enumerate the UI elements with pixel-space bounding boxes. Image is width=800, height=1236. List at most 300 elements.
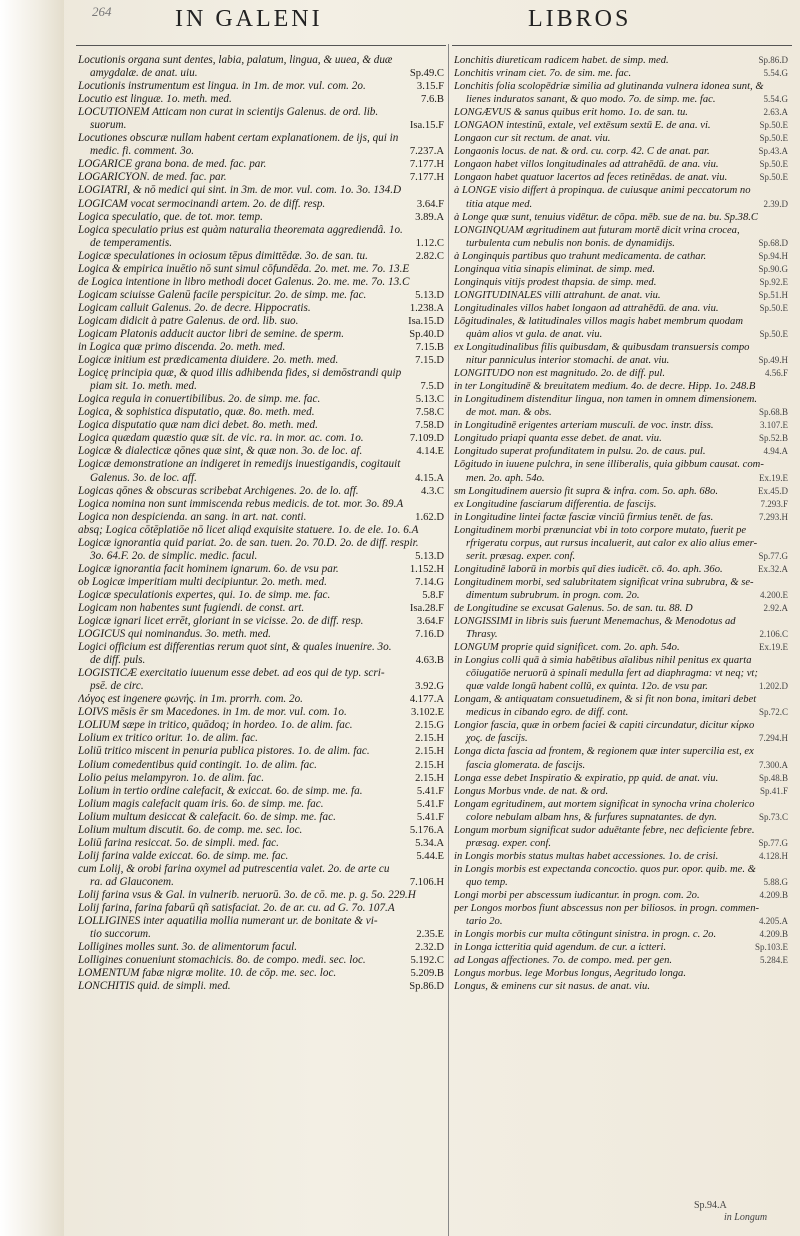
entry-text-line: rfrigeratu corpus, aut rursus incaluerit, aut calor ex alio alius emer- — [466, 537, 758, 549]
entry-reference: 7.293.F — [760, 498, 788, 509]
entry-text-line: per Longos morbos fiunt abscessus non per biliosos. in progn. commen- — [454, 903, 760, 915]
entry-text-line: Locutiones obscuræ nullam habent certam explanationem. de ijs, qui in — [78, 132, 399, 145]
entry-text-line: dimentum subrubrum. in progn. com. 2o. — [466, 589, 640, 601]
entry-text-line: in Longis morbis est expectanda concoctio. quos pur. opor. quib. me. & — [454, 863, 756, 875]
index-entry — [78, 719, 444, 732]
index-entry — [78, 667, 444, 693]
entry-text-line: Longi morbi per abscessum iudicantur. in progn. com. 2o. — [454, 890, 700, 901]
index-entry — [454, 928, 788, 941]
index-entry — [454, 119, 788, 132]
entry-text-line: psē. de circ. — [90, 680, 144, 693]
entry-reference: 7.6.B — [421, 94, 444, 106]
entry-text-line: colore nebulam albam hns, & furfures supnatantes. de dyn. — [466, 811, 717, 823]
entry-reference: 7.294.H — [759, 733, 788, 744]
entry-text-line: absq; Logica cōtēplatiōe nō licet aliqd exquisite statuere. 1o. de ele. 1o. 6.A — [78, 523, 419, 536]
entry-text-line: quæ valde longū habent collū, ex quinta. 12o. de vsu par. — [466, 681, 708, 693]
entry-reference: 2.82.C — [415, 250, 444, 262]
entry-text-line: Longitudinem morbi, sed salubritatem significat vrina subrubra, & se- — [454, 576, 754, 588]
index-entry — [454, 184, 788, 210]
entry-reference: Sp.77.G — [758, 550, 788, 561]
entry-text-line: titia atque med. — [466, 198, 533, 210]
index-entry — [78, 511, 444, 524]
entry-text-line: Loliū tritico miscent in penuria publica pistores. 1o. de alim. fac. — [78, 745, 370, 758]
entry-text-line: sm Longitudinem auersio fit supra & infra. com. 5o. aph. 68o. — [454, 485, 718, 497]
entry-text-line: LONGUM proprie quid significet. com. 2o. aph. 54o. — [454, 642, 680, 654]
index-entry — [78, 915, 444, 941]
index-entry — [78, 602, 444, 615]
entry-reference: Sp.90.G — [758, 263, 788, 274]
entry-text-line: Lolij farina valde exiccat. 6o. de simp. me. fac. — [78, 849, 289, 862]
index-entry — [454, 498, 788, 511]
entry-reference: 7.58.C — [415, 407, 444, 419]
entry-reference: 3.64.F — [416, 198, 444, 210]
entry-text-line: Longaon habet villos longitudinales ad attrahēdū. de ana. viu. — [454, 159, 719, 171]
index-entry — [454, 941, 788, 954]
index-entry — [454, 224, 788, 250]
entry-text-line: Longus Morbus vnde. de nat. & ord. — [454, 785, 609, 797]
entry-text-line: piam sit. 1o. meth. med. — [90, 380, 197, 393]
entry-reference: Sp.43.A — [758, 146, 788, 157]
entry-text-line: Logicæ speculationis expertes, qui. 1o. de simp. me. fac. — [78, 588, 331, 601]
entry-reference: Sp.49.H — [758, 355, 788, 366]
entry-text-line: Logica, & sophistica disputatio, quæ. 8o. meth. med. — [78, 406, 315, 419]
entry-text-line: ad Longas affectiones. 7o. de compo. med. per gen. — [454, 955, 673, 967]
entry-text-line: Locutio est linguæ. 1o. meth. med. — [78, 93, 232, 106]
entry-text-line: Logica speculatio, que. de tot. mor. temp. — [78, 210, 263, 223]
entry-text-line: Longinquis vitijs prodest thapsia. de simp. med. — [454, 276, 657, 288]
entry-text-line: LOGICUS qui nominandus. 3o. meth. med. — [78, 628, 271, 641]
catchword: in Longum — [724, 1212, 768, 1223]
entry-reference: Isa.15.F — [409, 120, 444, 132]
entry-reference: 5.34.A — [415, 837, 444, 849]
entry-text-line: à Longe quæ sunt, tenuius vidētur. de cōpa. mēb. sue de na. bu. Sp.38.C — [454, 211, 758, 223]
entry-reference: 5.192.C — [410, 955, 444, 967]
index-entry — [78, 706, 444, 719]
index-entry — [78, 759, 444, 772]
index-entry — [78, 276, 444, 289]
entry-text-line: ob Logicæ imperitiam multi decipiuntur. 2o. meth. med. — [78, 575, 327, 588]
index-entry — [454, 211, 788, 224]
entry-reference: Sp.49.C — [409, 68, 444, 80]
entry-text-line: Longaonis locus. de nat. & ord. cu. corp. 42. C de anat. par. — [454, 146, 710, 158]
entry-text-line: Longam, & antiquatam consuetudinem, & si fit non bona, imitari debet — [454, 694, 757, 706]
index-entry — [454, 158, 788, 171]
entry-text-line: LOCUTIONEM Atticam non curat in scientijs Galenus. de ord. lib. — [78, 106, 379, 119]
index-entry — [454, 171, 788, 184]
entry-reference: 5.41.F — [416, 798, 444, 810]
page-gutter — [0, 0, 64, 1236]
entry-text-line: Lolij farina vsus & Gal. in vulnerib. neruorū. 3o. de cō. me. p. g. 5o. 229.H — [78, 889, 416, 901]
entry-reference: Sp.72.C — [758, 707, 788, 718]
entry-text-line: amygdalæ. de anat. uiu. — [90, 67, 198, 80]
entry-text-line: Lolij farina, farina fabarū qñ satisfaciat. 2o. de ar. cu. ad G. 7o. 107.A — [78, 902, 395, 915]
index-entry — [78, 498, 444, 511]
entry-text-line: Lolio peius melampyron. 1o. de alim. fac. — [78, 771, 265, 784]
index-entry — [454, 511, 788, 524]
index-entry — [78, 393, 444, 406]
index-entry — [78, 563, 444, 576]
entry-text-line: LOLIUM sæpe in tritico, quādoq; in hordeo. 1o. de alim. fac. — [78, 719, 353, 732]
index-entry — [78, 93, 444, 106]
entry-text-line: Lolligines molles sunt. 3o. de alimentorum facul. — [78, 941, 298, 954]
entry-reference: Ex.45.D — [758, 485, 788, 496]
footer-ref: Sp.94.A — [694, 1200, 727, 1211]
index-entry — [78, 458, 444, 484]
entry-reference: Ex.32.A — [758, 563, 788, 574]
entry-reference: 3.92.G — [415, 681, 444, 693]
entry-text-line: LONGINQUAM ægritudinem aut futuram mortē dicit vrina crocea, — [454, 224, 740, 236]
entry-text-line: in Longitudinem distenditur lingua, non tamen in omnem dimensionem. — [454, 394, 758, 406]
entry-text-line: Logicæ initium est prædicamenta diuidere. 2o. meth. med. — [78, 354, 339, 367]
index-entry — [78, 798, 444, 811]
entry-text-line: LOLLIGINES inter aquatilia mollia numerant ur. de bonitate & vi- — [78, 915, 378, 928]
index-entry — [78, 432, 444, 445]
entry-text-line: Logicę principia quæ, & quod illis adhibenda fides, si demōstrandi quip — [78, 367, 402, 380]
entry-text-line: men. 2o. aph. 54o. — [466, 472, 545, 484]
entry-reference: Sp.52.B — [758, 433, 788, 444]
entry-text-line: LONGAON intestinū, extale, vel extēsum sextū E. de ana. vi. — [454, 120, 711, 132]
entry-text-line: Longaon habet quatuor lacertos ad feces retinēdas. de anat. viu. — [454, 172, 728, 184]
index-entry — [78, 406, 444, 419]
entry-text-line: Logici officium est differentias rerum quot sint, & quales inuenire. 3o. — [78, 641, 392, 654]
entry-text-line: Longus, & eminens cur sit nasus. de anat. viu. — [454, 981, 650, 993]
entry-text-line: Lolium multum discutit. 6o. de comp. me. sec. loc. — [78, 823, 303, 836]
entry-text-line: in Logica quæ primo discenda. 2o. meth. med. — [78, 341, 286, 354]
entry-text-line: quo temp. — [466, 876, 508, 888]
index-entry — [78, 341, 444, 354]
index-entry — [78, 524, 444, 537]
entry-text-line: Logicam didicit à patre Galenus. de ord. lib. suo. — [78, 314, 299, 327]
index-entry — [454, 106, 788, 119]
index-entry — [454, 524, 788, 563]
entry-reference: Sp.103.E — [754, 942, 788, 953]
entry-text-line: Lolligines conueniunt stomachicis. 8o. de compo. medi. sec. loc. — [78, 954, 366, 967]
entry-text-line: Longum morbum significat sudor aduētante febre, nec deficiente febre. — [454, 824, 755, 836]
index-entry — [454, 863, 788, 889]
entry-text-line: Galenus. 3o. de loc. aff. — [90, 471, 197, 484]
index-entry — [454, 380, 788, 393]
entry-reference: 4.94.A — [763, 446, 788, 457]
entry-reference: Ex.19.E — [759, 472, 788, 483]
index-entry — [78, 485, 444, 498]
entry-reference: 4.15.A — [415, 472, 444, 484]
entry-reference: 5.41.F — [416, 811, 444, 823]
entry-reference: 7.58.D — [415, 420, 444, 432]
entry-text-line: LONGITUDO non est magnitudo. 2o. de diff. pul. — [454, 368, 665, 380]
entry-text-line: Longa dicta fascia ad frontem, & regionem quæ inter supercilia est, ex — [454, 746, 754, 758]
index-entry — [454, 485, 788, 498]
entry-text-line: Longa esse debet Inspiratio & expiratio, pp quid. de anat. viu. — [454, 772, 719, 784]
index-entry — [454, 458, 788, 484]
entry-text-line: in Longitudinē erigentes arteriam musculi. de voc. instr. diss. — [454, 420, 714, 432]
index-entry — [78, 328, 444, 341]
entry-reference: 1.238.A — [409, 302, 444, 314]
entry-reference: 7.5.D — [420, 381, 444, 393]
index-entry — [454, 445, 788, 458]
index-entry — [78, 785, 444, 798]
index-entry — [78, 158, 444, 171]
index-entry — [78, 641, 444, 667]
entry-text-line: cum Lolij, & orobi farina oxymel ad putrescentia valet. 2o. de arte cu — [78, 862, 390, 875]
index-entry — [454, 654, 788, 693]
entry-text-line: Logicæ & dialecticæ qōnes quæ sint, & quæ non. 3o. de loc. af. — [78, 445, 363, 458]
entry-text-line: Logicas qōnes & obscuras scribebat Archigenes. 2o. de lo. aff. — [78, 484, 359, 497]
index-entry — [78, 289, 444, 302]
entry-text-line: Logicam Platonis adducit auctor libri de semine. de sperm. — [78, 327, 344, 340]
entry-reference: 7.109.D — [409, 433, 444, 445]
index-entry — [454, 693, 788, 719]
entry-text-line: Logicæ ignorantia facit hominem ignarum. 6o. de vsu par. — [78, 562, 339, 575]
entry-reference: 4.200.E — [760, 589, 788, 600]
entry-text-line: Longitudinales villos habet longaon ad attrahēdū. de ana. viu. — [454, 302, 719, 314]
index-entry — [454, 54, 788, 67]
entry-text-line: Logicæ ignari licet errēt, gloriant in se vicisse. 2o. de diff. resp. — [78, 615, 364, 628]
index-entry — [454, 719, 788, 745]
entry-text-line: Lōgitudinales, & latitudinales villos magis habet membrum quodam — [454, 315, 743, 327]
index-entry — [78, 171, 444, 184]
entry-text-line: nitur panniculus interior stomachi. de anat. viu. — [466, 355, 670, 367]
entry-reference: 7.16.D — [415, 629, 444, 641]
entry-text-line: in ter Longitudinē & breuitatem medium. 4o. de decre. Hipp. 1o. 248.B — [454, 381, 756, 393]
index-entry — [78, 941, 444, 954]
index-entry — [454, 315, 788, 341]
index-entry — [78, 576, 444, 589]
entry-reference: 7.237.A — [409, 146, 444, 158]
page-number: 264 — [92, 4, 112, 19]
index-column-right — [454, 54, 788, 1228]
entry-reference: 5.13.D — [415, 289, 444, 301]
entry-reference: Sp.50.E — [759, 302, 788, 313]
entry-reference: 2.32.D — [415, 942, 444, 954]
entry-reference: 4.209.B — [759, 890, 788, 900]
entry-text-line: LOGICAM vocat sermocinandi artem. 2o. de diff. resp. — [78, 197, 326, 210]
index-entry — [78, 224, 444, 250]
entry-reference: Sp.48.B — [758, 772, 788, 783]
index-entry — [454, 902, 788, 928]
index-entry — [78, 315, 444, 328]
entry-reference: Isa.28.F — [409, 602, 444, 614]
index-entry — [78, 693, 444, 706]
entry-text-line: Longitudo superat profunditatem in pulsu. 2o. de caus. pul. — [454, 446, 706, 458]
index-entry — [78, 967, 444, 980]
index-entry — [78, 745, 444, 758]
entry-reference: 3.64.F — [416, 616, 444, 628]
index-entry — [78, 211, 444, 224]
index-entry — [454, 67, 788, 80]
entry-reference: 3.15.F — [416, 81, 444, 93]
index-entry — [78, 837, 444, 850]
entry-reference: 5.41.F — [416, 785, 444, 797]
index-entry — [454, 263, 788, 276]
entry-reference: Sp.50.E — [759, 120, 788, 131]
column-divider — [448, 44, 449, 1236]
index-entry — [454, 615, 788, 641]
index-entry — [78, 80, 444, 93]
index-entry — [454, 80, 788, 106]
entry-text-line: Longitudinem morbi prænunciat vbi in toto corpore mutato, fuerit pe — [454, 524, 747, 536]
entry-reference: 5.8.F — [422, 589, 444, 601]
entry-reference: 4.3.C — [421, 485, 444, 497]
entry-text-line: Logica non despicienda. an sang. in art. nat. conti. — [78, 510, 307, 523]
entry-text-line: à Longinquis partibus quo trahunt medicamenta. de cathar. — [454, 250, 707, 262]
entry-reference: 4.56.F — [764, 368, 788, 379]
entry-text-line: Logicæ speculationes in ociosum tēpus dimittēdæ. 3o. de san. tu. — [78, 249, 368, 262]
entry-reference: Sp.50.E — [759, 172, 788, 183]
index-entry — [454, 302, 788, 315]
entry-reference: 2.15.H — [415, 759, 444, 771]
entry-text-line: LONCHITIS quid. de simpli. med. — [78, 980, 231, 993]
entry-reference: 7.106.H — [409, 876, 444, 888]
entry-reference: 3.107.E — [760, 420, 788, 431]
index-entry — [454, 798, 788, 824]
entry-text-line: lienes induratos sanant, & quo modo. 7o. de simp. me. fac. — [466, 94, 716, 106]
entry-reference: Sp.40.D — [409, 328, 444, 340]
entry-text-line: in Longis morbis status multas habet accessiones. 1o. de crisi. — [454, 850, 719, 862]
index-entry — [78, 889, 444, 902]
index-entry — [454, 432, 788, 445]
index-entry — [454, 419, 788, 432]
index-entry — [454, 289, 788, 302]
entry-text-line: LOGISTICÆ exercitatio iuuenum esse debet. ad eos qui de typ. scri- — [78, 667, 385, 680]
entry-text-line: turbulenta cum nebulis non bonis. de dynamidijs. — [466, 237, 675, 249]
index-entry — [78, 367, 444, 393]
index-entry — [78, 824, 444, 837]
index-entry — [454, 602, 788, 615]
entry-text-line: medicus in cibando egro. de diff. cont. — [466, 707, 629, 719]
entry-reference: Sp.50.E — [759, 133, 788, 144]
entry-text-line: Logica disputatio quæ nam dici debet. 8o. meth. med. — [78, 419, 318, 432]
entry-reference: Sp.86.D — [758, 55, 788, 65]
index-entry — [454, 980, 788, 993]
index-entry — [454, 563, 788, 576]
entry-text-line: tario 2o. — [466, 916, 503, 928]
entry-reference: 1.62.D — [415, 511, 444, 523]
entry-reference: 2.35.E — [416, 929, 444, 941]
header-rule-left — [76, 45, 446, 46]
index-entry — [454, 367, 788, 380]
entry-text-line: ra. ad Glauconem. — [90, 875, 174, 888]
index-entry — [454, 132, 788, 145]
entry-reference: 5.13.C — [415, 394, 444, 406]
entry-text-line: Logica quædam quæstio quæ sit. de vic. ra. in mor. ac. com. 1o. — [78, 432, 364, 445]
entry-reference: Sp.77.G — [758, 837, 788, 848]
entry-text-line: Longitudinē laborū in morbis quī dies iudicēt. cō. 4o. aph. 36o. — [454, 563, 723, 575]
entry-text-line: LONGISSIMI in libris suis fuerunt Menemachus, & Menodotus ad — [454, 616, 736, 628]
entry-text-line: quàm alios vt gula. de anat. viu. — [466, 328, 603, 340]
entry-text-line: Logicam non habentes sunt fugiendi. de const. art. — [78, 601, 305, 614]
entry-reference: 4.205.A — [759, 916, 788, 927]
entry-text-line: de diff. puls. — [90, 654, 146, 667]
running-head-right: LIBROS — [528, 6, 632, 32]
entry-reference: 5.13.D — [415, 550, 444, 562]
entry-reference: 7.177.H — [409, 172, 444, 184]
index-entry — [454, 341, 788, 367]
entry-text-line: LOGIATRI, & nō medici qui sint. in 3m. de mor. vul. com. 1o. 3o. 134.D — [78, 184, 402, 197]
index-entry — [454, 576, 788, 602]
header-rule-right — [452, 45, 792, 46]
running-head-left: IN GALENI — [175, 6, 323, 32]
entry-text-line: Lolium ex tritico oritur. 1o. de alim. fac. — [78, 732, 258, 745]
entry-reference: Ex.19.E — [759, 642, 788, 653]
index-entry — [78, 772, 444, 785]
entry-text-line: in Longitudine lintei factæ fasciæ vinciū firmius tenēt. de fas. — [454, 511, 714, 523]
entry-reference: 4.128.H — [759, 850, 788, 861]
entry-text-line: Lonchitis folia scolopēdriæ similia ad glutinanda vulnera idonea sunt, & — [454, 81, 764, 93]
entry-text-line: Logica nomina non sunt immiscenda rebus medicis. de tot. mor. 3o. 89.A — [78, 497, 404, 510]
entry-reference: 3.89.A — [415, 211, 444, 223]
entry-text-line: Logica regula in conuertibilibus. 2o. de simp. me. fac. — [78, 393, 321, 406]
entry-reference: Sp.41.F — [759, 785, 788, 796]
entry-reference: 4.209.B — [759, 929, 788, 940]
entry-reference: 2.106.C — [759, 629, 788, 640]
index-entry — [78, 445, 444, 458]
entry-reference: Sp.50.E — [759, 328, 788, 339]
entry-text-line: cōiugatiōe neruorū à spinali medulla fert ad diaphragma: vt neq; vt; — [466, 668, 758, 680]
index-entry — [454, 772, 788, 785]
index-entry — [78, 132, 444, 158]
entry-text-line: in Longis morbis cur multa cōtingunt sinistra. in progn. c. 2o. — [454, 929, 717, 941]
entry-text-line: de Longitudine se excusat Galenus. 5o. de san. tu. 88. D — [454, 602, 693, 614]
entry-reference: 5.54.G — [763, 94, 788, 105]
entry-text-line: Loliū farina resiccat. 5o. de simpli. med. fac. — [78, 836, 279, 849]
entry-reference: 1.152.H — [409, 563, 444, 575]
entry-reference: Sp.92.E — [759, 276, 788, 287]
entry-reference: 2.15.G — [415, 720, 444, 732]
entry-reference: Sp.86.D — [409, 981, 444, 993]
entry-reference: 3.102.E — [411, 707, 444, 719]
entry-text-line: χος. de fascijs. — [466, 733, 528, 745]
index-entry — [78, 902, 444, 915]
index-entry — [78, 537, 444, 563]
index-entry — [454, 850, 788, 863]
entry-reference: 1.202.D — [759, 681, 788, 692]
entry-reference: 2.39.D — [763, 198, 788, 209]
index-entry — [454, 967, 788, 980]
index-entry — [454, 954, 788, 967]
index-entry — [78, 954, 444, 967]
entry-text-line: ex Longitudinalibus filis quibusdam, & quibusdam transuersis compo — [454, 342, 750, 354]
entry-reference: 2.15.H — [415, 733, 444, 745]
index-entry — [78, 615, 444, 628]
index-entry — [78, 589, 444, 602]
entry-text-line: Locutionis instrumentum est lingua. in 1m. de mor. vul. com. 2o. — [78, 80, 366, 93]
index-entry — [454, 745, 788, 771]
entry-text-line: serit. præsag. exper. conf. — [466, 550, 576, 562]
entry-reference: 5.88.G — [763, 876, 788, 887]
entry-text-line: 3o. 64.F. 2o. de simplic. medic. facul. — [90, 549, 258, 562]
index-entry — [78, 198, 444, 211]
entry-reference: 5.284.E — [760, 955, 788, 966]
entry-text-line: à LONGE visio differt à propinqua. de cuiusque animi peccatorum no — [454, 185, 751, 197]
entry-text-line: Lolium magis calefacit quam iris. 6o. de simp. me. fac. — [78, 797, 324, 810]
entry-reference: 1.12.C — [415, 237, 444, 249]
entry-reference: Sp.68.D — [758, 237, 788, 248]
entry-reference: 2.63.A — [763, 107, 788, 118]
entry-reference: 7.15.B — [415, 342, 444, 354]
entry-text-line: Lolium comedentibus quid contingit. 1o. de alim. fac. — [78, 758, 317, 771]
entry-reference: 2.92.A — [763, 602, 788, 613]
entry-reference: 4.177.A — [409, 694, 444, 706]
entry-text-line: Lonchitis diureticam radicem habet. de simp. med. — [454, 55, 669, 66]
index-entry — [454, 250, 788, 263]
index-entry — [78, 419, 444, 432]
entry-reference: 5.54.G — [763, 68, 788, 79]
index-entry — [78, 850, 444, 863]
entry-text-line: LOMENTUM fabæ nigræ molite. 10. de cōp. me. sec. loc. — [78, 967, 337, 980]
entry-text-line: Longam egritudinem, aut mortem significat in synocha vrina cholerico — [454, 798, 755, 810]
index-entry — [454, 824, 788, 850]
index-entry — [78, 263, 444, 276]
